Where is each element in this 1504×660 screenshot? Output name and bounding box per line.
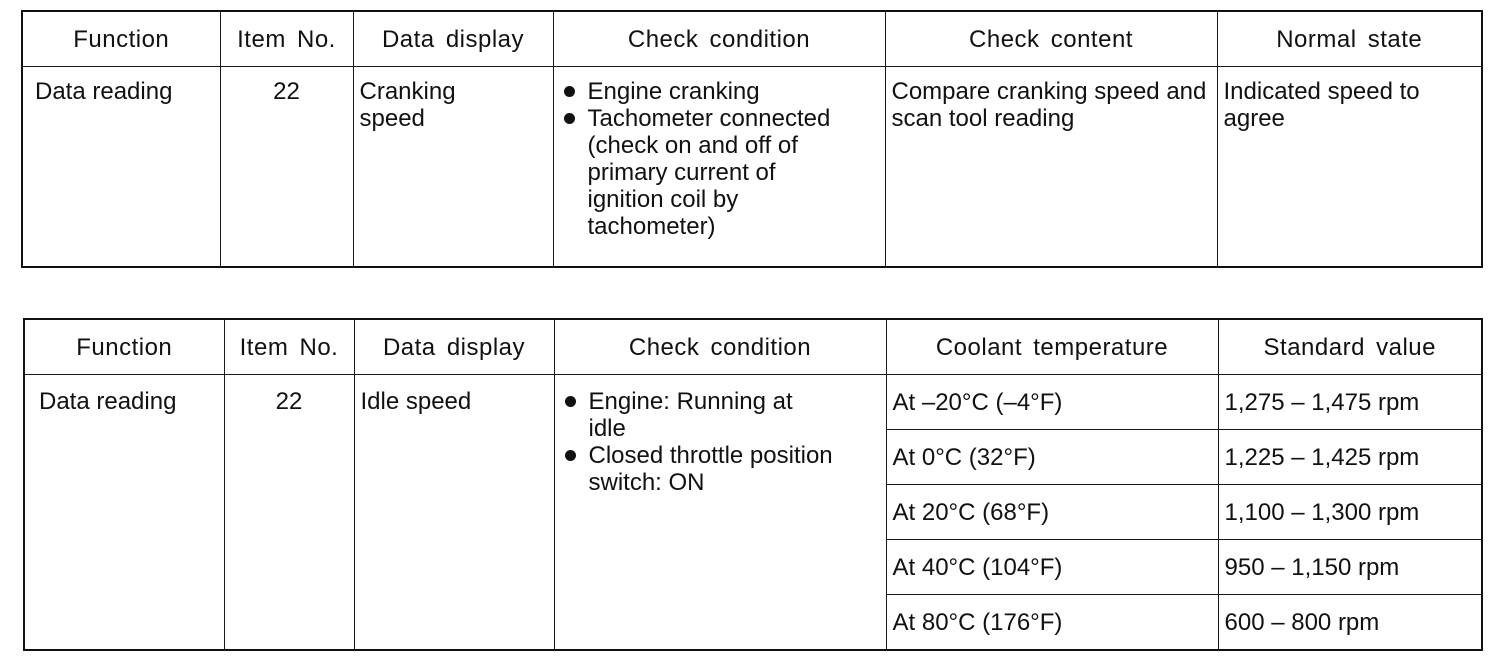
list-item: Engine: Running at idle (563, 388, 836, 442)
header-standard-value: Standard value (1218, 319, 1482, 375)
cell-coolant-temperature: At 20°C (68°F) (886, 485, 1218, 540)
cell-item-no: 22 (220, 67, 353, 268)
header-check-condition: Check condition (554, 319, 886, 375)
cell-standard-value: 600 – 800 rpm (1218, 595, 1482, 651)
cell-check-condition (553, 67, 885, 268)
cell-coolant-temperature: At –20°C (–4°F) (886, 375, 1218, 430)
table-row (22, 67, 1482, 268)
cell-standard-value: 1,225 – 1,425 rpm (1218, 430, 1482, 485)
header-check-content: Check content (885, 11, 1217, 67)
cell-coolant-temperature: At 40°C (104°F) (886, 540, 1218, 595)
check-condition-list (555, 388, 886, 496)
cell-check-content: Compare cranking speed and scan tool reading (885, 67, 1217, 268)
table-row (24, 375, 1482, 430)
header-check-condition: Check condition (553, 11, 885, 67)
cell-standard-value: 1,275 – 1,475 rpm (1218, 375, 1482, 430)
table-header-row (22, 11, 1482, 67)
cell-item-no: 22 (224, 375, 354, 651)
cell-standard-value: 1,100 – 1,300 rpm (1218, 485, 1482, 540)
idle-speed-table (23, 318, 1483, 651)
header-data-display: Data display (353, 11, 553, 67)
list-item: Engine cranking (562, 78, 855, 105)
table-header-row (24, 319, 1482, 375)
header-function: Function (22, 11, 220, 67)
header-item-no: Item No. (224, 319, 354, 375)
header-data-display: Data display (354, 319, 554, 375)
check-condition-list (554, 78, 885, 240)
cell-standard-value: 950 – 1,150 rpm (1218, 540, 1482, 595)
cell-data-display: Cranking speed (353, 67, 553, 268)
header-normal-state: Normal state (1217, 11, 1482, 67)
list-item: Closed throttle position switch: ON (563, 442, 836, 496)
list-item: Tachometer connected (check on and off of primary current of ignition coil by tachometer) (562, 105, 855, 240)
cell-coolant-temperature: At 0°C (32°F) (886, 430, 1218, 485)
header-function: Function (24, 319, 224, 375)
cell-data-display: Idle speed (354, 375, 554, 651)
cell-coolant-temperature: At 80°C (176°F) (886, 595, 1218, 651)
cranking-speed-table (21, 10, 1483, 268)
cell-check-condition (554, 375, 886, 651)
header-item-no: Item No. (220, 11, 353, 67)
cell-function: Data reading (22, 67, 220, 268)
header-coolant-temperature: Coolant temperature (886, 319, 1218, 375)
cell-normal-state: Indicated speed to agree (1217, 67, 1482, 268)
cell-function: Data reading (24, 375, 224, 651)
